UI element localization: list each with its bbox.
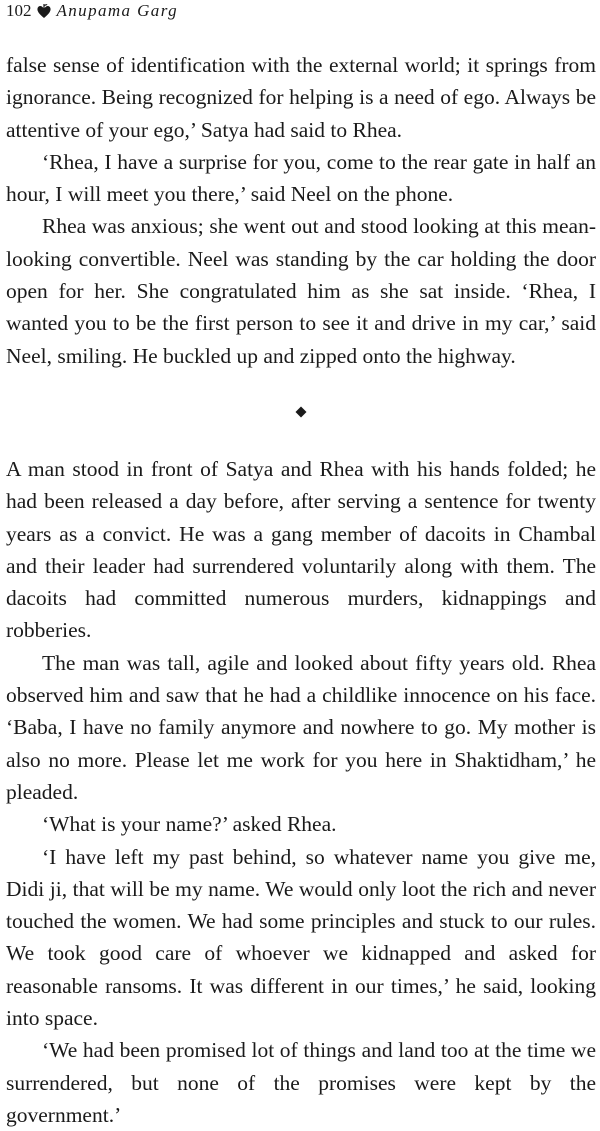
- diamond-ornament-icon: [295, 406, 307, 418]
- paragraph: ‘What is your name?’ asked Rhea.: [42, 812, 337, 837]
- paragraph: false sense of identification with the external world; it springs from ignorance. Being recognized for helping is a need of ego. Always be attentive of your ego,’ Satya had said to Rhea.: [6, 53, 596, 142]
- paragraph: ‘I have left my past behind, so whatever name you give me, Didi ji, that will be my name. We would only loot the rich and never touched the women. We had some principles and stuck to our rules. We took good care of whoever we kidnapped and asked for reasonable ransoms. It was different in our times,’ he said, looking into space.: [6, 844, 596, 1031]
- section-break: [6, 372, 596, 453]
- running-head-author: Anupama Garg: [56, 1, 178, 20]
- paragraph: Rhea was anxious; she went out and stood looking at this mean-looking convertible. Neel was standing by the car holding the door open for her. She congratulated him as she sat inside. ‘Rhea, I wanted you to be the first person to see it and drive in my car,’ said Neel, smiling. He buckled up and zipped onto the highway.: [6, 214, 596, 368]
- paragraph: ‘We had been promised lot of things and land too at the time we surrendered, but none of the promises were kept by the government.’: [6, 1038, 596, 1127]
- page-number: 102: [6, 1, 32, 20]
- running-head: [6, 0, 178, 22]
- paragraph: A man stood in front of Satya and Rhea with his hands folded; he had been released a day before, after serving a sentence for twenty years as a convict. He was a gang member of dacoits in Chambal and their leader had surrendered voluntarily along with them. The dacoits had committed numerous murders, kidnappings and robberies.: [6, 456, 596, 643]
- paragraph: The man was tall, agile and looked about fifty years old. Rhea observed him and saw that he had a childlike innocence on his face. ‘Baba, I have no family anymore and nowhere to go. My mother is also no more. Please let me work for you here in Shaktidham,’ he pleaded.: [6, 650, 596, 804]
- body-text: [6, 49, 596, 1131]
- heart-leaf-ornament-icon: [36, 3, 52, 19]
- paragraph: ‘Rhea, I have a surprise for you, come to the rear gate in half an hour, I will meet you there,’ said Neel on the phone.: [6, 149, 596, 207]
